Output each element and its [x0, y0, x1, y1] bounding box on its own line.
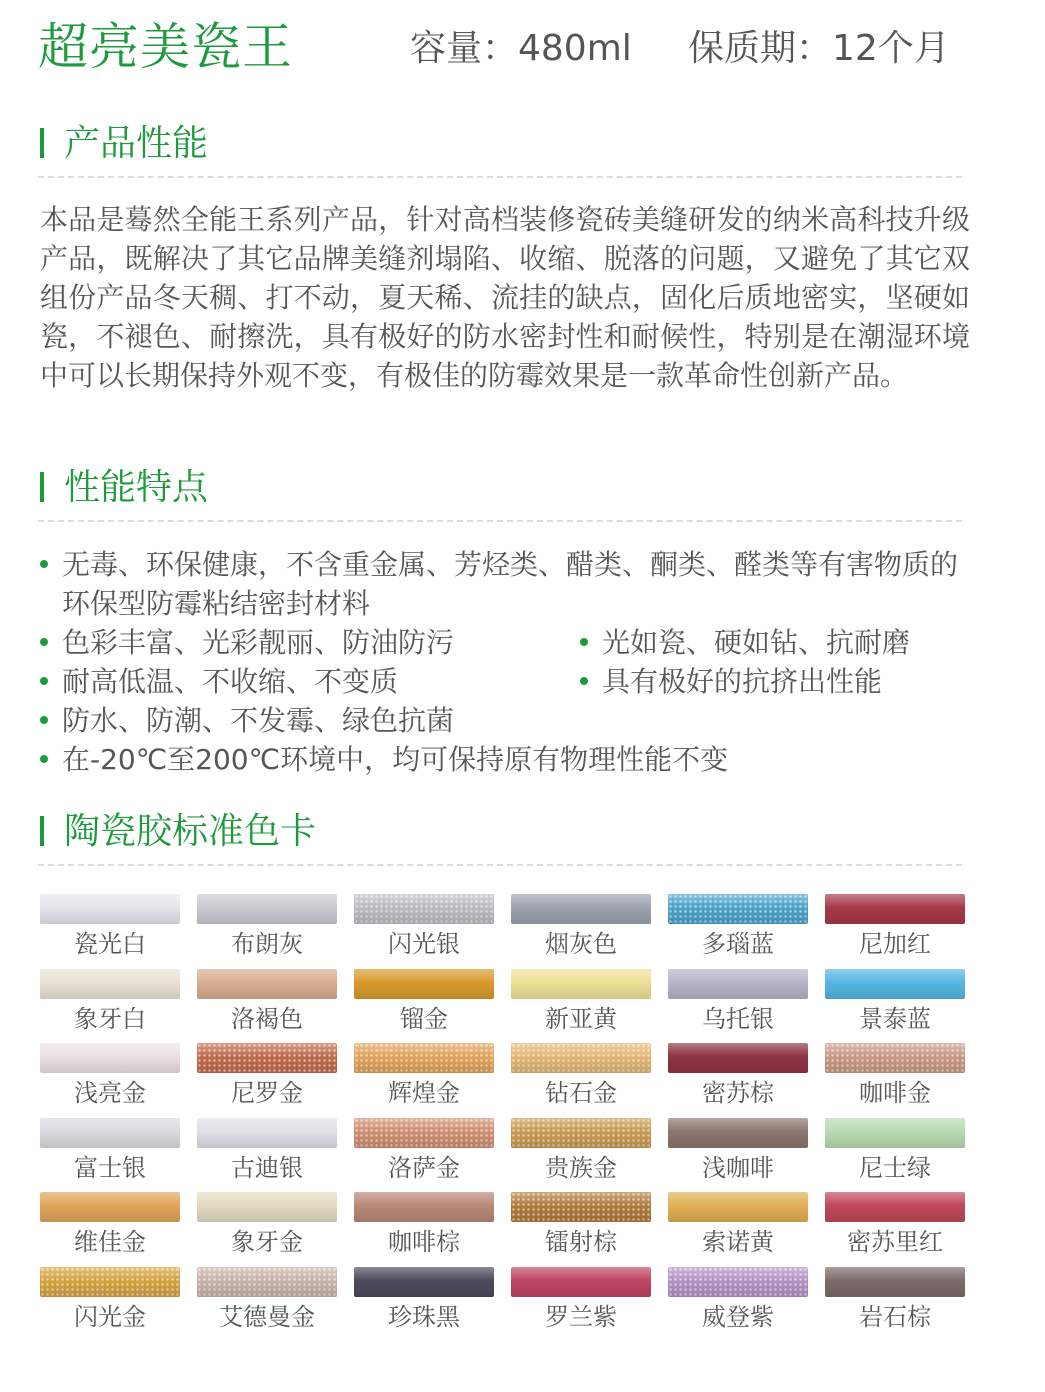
- bullet-icon: [40, 560, 48, 568]
- bullet-icon: [580, 638, 588, 646]
- color-swatch: [40, 1192, 180, 1222]
- bullet-icon: [580, 677, 588, 685]
- color-name: 珍珠黑: [388, 1302, 460, 1331]
- color-swatch-item: [40, 969, 180, 1037]
- color-swatch: [354, 1118, 494, 1148]
- color-swatch: [511, 1192, 651, 1222]
- section-title: 陶瓷胶标准色卡: [64, 811, 317, 852]
- color-swatch: [511, 1267, 651, 1297]
- color-swatch: [197, 894, 337, 924]
- color-swatch: [40, 1043, 180, 1073]
- product-description: 本品是蓦然全能王系列产品，针对高档装修瓷砖美缝研发的纳米高科技升级产品，既解决了其它品牌美缝剂塌陷、收缩、脱落的问题，又避免了其它双组份产品冬天稠、打不动，夏天稀、流挂的缺点，固化后质地密实，坚硬如瓷，不褪色、耐擦洗，具有极好的防水密封性和耐候性，特别是在潮湿环境中可以长期保持外观不变，有极佳的防霉效果是一款革命性创新产品。: [40, 203, 970, 392]
- color-swatch-item: [40, 1118, 180, 1186]
- color-swatch-item: [354, 1043, 494, 1111]
- color-swatch: [825, 1192, 965, 1222]
- color-swatch: [825, 1267, 965, 1297]
- bullet-icon: [40, 677, 48, 685]
- color-name: 象牙白: [74, 1004, 146, 1033]
- color-swatch: [825, 1118, 965, 1148]
- color-swatch-item: [40, 1192, 180, 1260]
- capacity-label: 容量：480ml: [410, 28, 632, 69]
- color-swatch-item: [511, 969, 651, 1037]
- bullet-icon: [40, 638, 48, 646]
- color-name: 密苏棕: [702, 1079, 774, 1107]
- section-features: [38, 460, 962, 522]
- color-swatch: [40, 969, 180, 999]
- color-swatch-item: [668, 1267, 808, 1335]
- color-swatch-item: [40, 1043, 180, 1111]
- color-name: 威登紫: [702, 1302, 774, 1331]
- section-marker: [40, 472, 44, 502]
- color-swatch-item: [825, 1267, 965, 1335]
- color-swatch: [825, 969, 965, 999]
- shelf-life-label: 保质期：12个月: [688, 28, 950, 69]
- color-name: 密苏里红: [847, 1228, 943, 1256]
- color-swatch: [668, 1043, 808, 1073]
- feature-text: 色彩丰富、光彩靓丽、防油防污: [62, 626, 455, 659]
- feature-text: 光如瓷、硬如钻、抗耐磨: [602, 626, 911, 659]
- color-name: 布朗灰: [231, 930, 303, 958]
- bullet-icon: [40, 755, 48, 763]
- color-name: 艾德曼金: [219, 1302, 315, 1331]
- color-swatch: [197, 1192, 337, 1222]
- color-swatch-item: [354, 1267, 494, 1335]
- color-name: 洛褐色: [231, 1004, 303, 1033]
- section-colors: [38, 804, 962, 866]
- color-name: 新亚黄: [545, 1004, 617, 1033]
- color-swatch-item: [40, 894, 180, 962]
- color-swatch-item: [511, 1267, 651, 1335]
- feature-item: [62, 740, 962, 779]
- section-title: 产品性能: [64, 123, 209, 164]
- color-swatch-item: [668, 1043, 808, 1111]
- color-name: 象牙金: [231, 1228, 303, 1256]
- color-swatch: [511, 1043, 651, 1073]
- header: [38, 14, 978, 80]
- color-swatch-item: [511, 1043, 651, 1111]
- color-name: 古迪银: [231, 1153, 303, 1182]
- feature-item: [62, 662, 562, 701]
- color-name: 洛萨金: [388, 1153, 460, 1182]
- color-swatch: [668, 1118, 808, 1148]
- section-marker: [40, 128, 44, 158]
- bullet-icon: [40, 716, 48, 724]
- color-swatch-item: [354, 1192, 494, 1260]
- color-swatch: [40, 1267, 180, 1297]
- color-swatch: [825, 1043, 965, 1073]
- color-name: 尼加红: [859, 930, 931, 958]
- feature-item: [602, 623, 982, 662]
- color-swatch: [197, 1043, 337, 1073]
- color-name: 罗兰紫: [545, 1302, 617, 1331]
- color-swatch-item: [354, 1118, 494, 1186]
- color-swatch-item: [197, 1267, 337, 1335]
- color-swatch: [354, 1043, 494, 1073]
- color-swatch: [197, 1267, 337, 1297]
- color-swatch-item: [825, 1118, 965, 1186]
- color-swatch-item: [511, 1118, 651, 1186]
- feature-text: 耐高低温、不收缩、不变质: [62, 665, 399, 698]
- color-swatch: [354, 894, 494, 924]
- color-swatch-item: [825, 894, 965, 962]
- color-swatch-item: [354, 969, 494, 1037]
- color-name: 尼罗金: [231, 1079, 303, 1107]
- color-swatch: [197, 1118, 337, 1148]
- color-swatch-item: [825, 969, 965, 1037]
- color-swatch-item: [825, 1043, 965, 1111]
- color-name: 尼士绿: [859, 1153, 931, 1182]
- color-swatch-item: [511, 1192, 651, 1260]
- color-swatch: [668, 894, 808, 924]
- feature-text: 具有极好的抗挤出性能: [602, 665, 883, 698]
- section-title: 性能特点: [64, 467, 209, 508]
- color-name: 浅咖啡: [702, 1153, 774, 1182]
- color-swatch-item: [197, 1043, 337, 1111]
- color-name: 多瑙蓝: [702, 930, 774, 958]
- color-swatch-item: [668, 894, 808, 962]
- color-name: 贵族金: [545, 1153, 617, 1182]
- color-name: 岩石棕: [859, 1302, 931, 1331]
- color-name: 瓷光白: [74, 930, 146, 958]
- color-swatch: [511, 894, 651, 924]
- color-name: 闪光金: [74, 1302, 146, 1331]
- color-swatch-item: [197, 894, 337, 962]
- color-name: 维佳金: [74, 1228, 146, 1256]
- color-swatch-item: [825, 1192, 965, 1260]
- color-swatch: [511, 969, 651, 999]
- color-swatch: [668, 1192, 808, 1222]
- color-name: 乌托银: [702, 1004, 774, 1033]
- color-swatch-item: [354, 894, 494, 962]
- color-name: 镭射棕: [545, 1228, 617, 1256]
- color-swatch-item: [668, 969, 808, 1037]
- section-performance: [38, 116, 962, 178]
- color-name: 烟灰色: [545, 930, 617, 958]
- color-swatch: [668, 969, 808, 999]
- color-swatch: [354, 1267, 494, 1297]
- feature-text: 无毒、环保健康，不含重金属、芳烃类、醋类、酮类、醛类等有害物质的环保型防霉粘结密封材料: [62, 548, 959, 620]
- color-name: 浅亮金: [74, 1079, 146, 1107]
- color-swatch: [511, 1118, 651, 1148]
- color-name: 辉煌金: [388, 1079, 460, 1107]
- color-swatch: [825, 894, 965, 924]
- feature-item: [602, 662, 982, 701]
- color-swatch: [40, 894, 180, 924]
- color-name: 钻石金: [545, 1079, 617, 1107]
- color-swatch-item: [40, 1267, 180, 1335]
- color-name: 咖啡金: [859, 1079, 931, 1107]
- feature-item: [62, 701, 762, 740]
- color-name: 咖啡棕: [388, 1228, 460, 1256]
- color-swatch-item: [197, 1192, 337, 1260]
- color-swatch: [197, 969, 337, 999]
- color-name: 镏金: [400, 1004, 448, 1033]
- color-name: 景泰蓝: [859, 1004, 931, 1033]
- color-swatch: [40, 1118, 180, 1148]
- color-name: 闪光银: [388, 930, 460, 958]
- feature-text: 在-20℃至200℃环境中，均可保持原有物理性能不变: [62, 743, 729, 776]
- feature-item: [62, 545, 967, 623]
- color-swatch-item: [668, 1192, 808, 1260]
- color-swatch: [668, 1267, 808, 1297]
- product-title: 超亮美瓷王: [38, 18, 293, 76]
- color-swatch-item: [197, 1118, 337, 1186]
- section-marker: [40, 816, 44, 846]
- color-name: 索诺黄: [702, 1228, 774, 1256]
- color-swatch: [354, 1192, 494, 1222]
- color-swatch: [354, 969, 494, 999]
- color-name: 富士银: [74, 1153, 146, 1182]
- color-swatch-item: [197, 969, 337, 1037]
- feature-text: 防水、防潮、不发霉、绿色抗菌: [62, 704, 455, 737]
- color-swatch-item: [511, 894, 651, 962]
- feature-item: [62, 623, 562, 662]
- color-swatch-item: [668, 1118, 808, 1186]
